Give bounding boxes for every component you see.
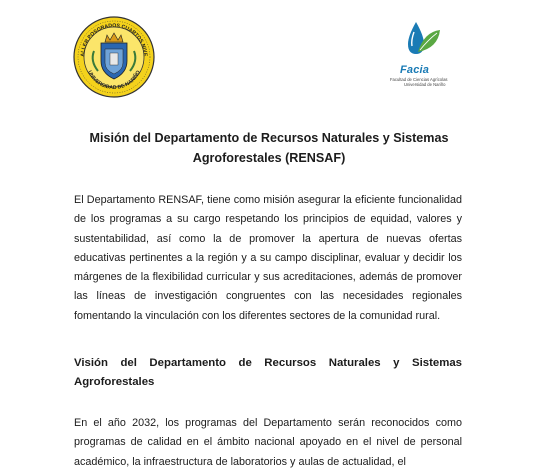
seal-top-text: ALLER POSGRADOS CUARTOS NIVE (79, 22, 149, 57)
logo-name: Facia (400, 64, 430, 76)
title-line-2: Agroforestales (RENSAF) (192, 151, 346, 165)
university-seal-graphic (72, 15, 156, 99)
title-line-1: Misión del Departamento de Recursos Naturales y Sistemas (89, 131, 449, 145)
logo-subtitle-2: Universidad de Nariño (404, 82, 446, 87)
seal-bottom-text: UNIVERSIDAD DE NARIÑO (86, 69, 142, 92)
vision-heading: Visión del Departamento de Recursos Naturales y Sistemas Agroforestales (74, 357, 462, 388)
university-seal-icon (72, 15, 156, 99)
mission-paragraph: El Departamento RENSAF, tiene como misión asegurar la eficiente funcionalidad de los programas a su cargo respetando los principios de equidad, valores y sustentabilidad, así como la de promover la apertura de nuevas ofertas educativas pertinentes a la región y a su campo disciplinar, evaluar y decidir los márgenes de la flexibilidad curricular y sus acreditaciones, además de promover las líneas de investigación congruentes con las necesidades regionales fomentando la vinculación con los diferentes sectores de la comunidad rural. (74, 194, 462, 322)
document-title (70, 128, 468, 168)
vision-paragraph: En el año 2032, los programas del Departamento serán reconocidos como programas de calidad en el ámbito nacional apoyado en el nivel de personal académico, la infraestructura de laboratorios y aulas de actualidad, el (74, 417, 462, 468)
drop-leaf-icon (402, 18, 442, 60)
faculty-logo (386, 18, 460, 94)
logo-subtitle-1: Facultad de Ciencias Agrícolas (390, 77, 448, 82)
